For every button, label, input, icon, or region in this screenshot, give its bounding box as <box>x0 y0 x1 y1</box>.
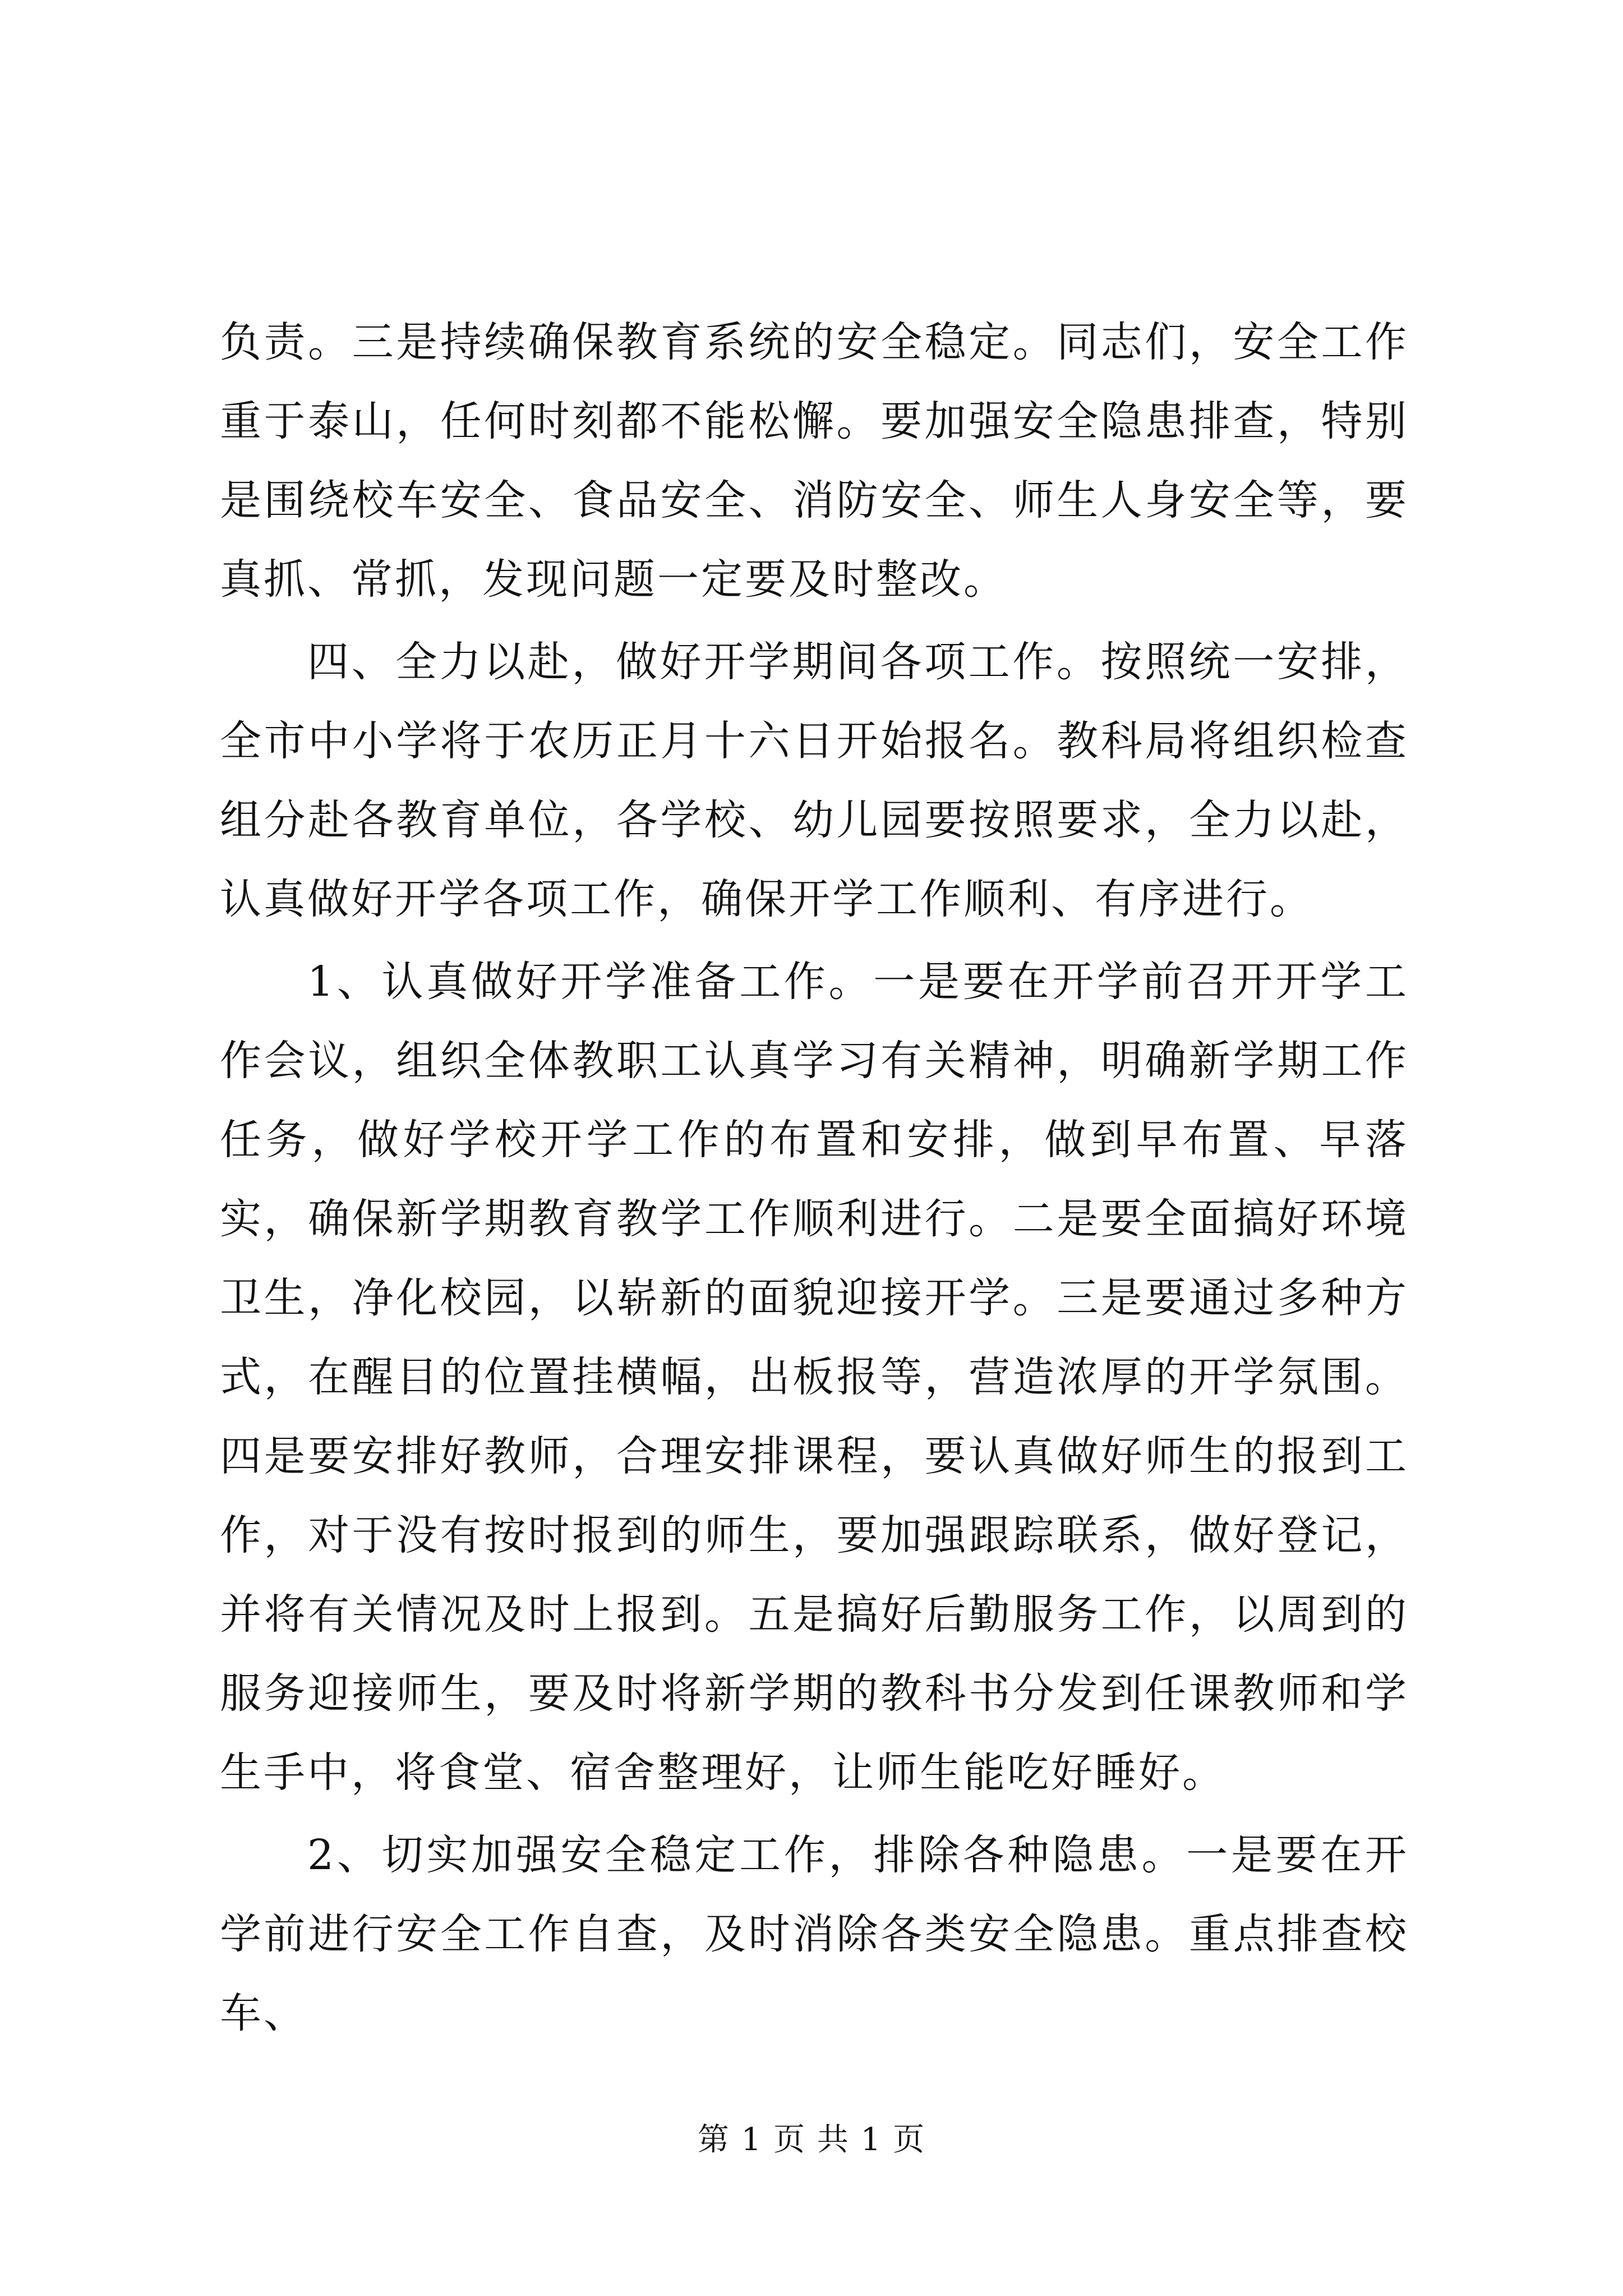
paragraph-3: 1、认真做好开学准备工作。一是要在开学前召开开学工作会议，组织全体教职工认真学习有关精神，明确新学期工作任务，做好学校开学工作的布置和安排，做到早布置、早落实，确保新学期教育教学工作顺利进行。二是要全面搞好环境卫生，净化校园，以崭新的面貌迎接开学。三是要通过多种方式，在醒目的位置挂横幅，出板报等，营造浓厚的开学氛围。四是要安排好教师，合理安排课程，要认真做好师生的报到工作，对于没有按时报到的师生，要加强跟踪联系，做好登记，并将有关情况及时上报到。五是搞好后勤服务工作，以周到的服务迎接师生，要及时将新学期的教科书分发到任课教师和学生手中，将食堂、宿舍整理好，让师生能吃好睡好。 <box>220 958 1409 1797</box>
document-body <box>220 303 1409 2053</box>
page-footer: 第 1 页 共 1 页 <box>697 2122 926 2158</box>
paragraph-1: 负责。三是持续确保教育系统的安全稳定。同志们，安全工作重于泰山，任何时刻都不能松懈。要加强安全隐患排查，特别是围绕校车安全、食品安全、消防安全、师生人身安全等，要真抓、常抓，发现问题一定要及时整改。 <box>220 318 1409 604</box>
paragraph-2: 四、全力以赴，做好开学期间各项工作。按照统一安排，全市中小学将于农历正月十六日开始报名。教科局将组织检查组分赴各教育单位，各学校、幼儿园要按照要求，全力以赴，认真做好开学各项工作，确保开学工作顺利、有序进行。 <box>220 638 1409 923</box>
paragraph-4: 2、切实加强安全稳定工作，排除各种隐患。一是要在开学前进行安全工作自查，及时消除各类安全隐患。重点排查校车、 <box>220 1831 1409 2037</box>
